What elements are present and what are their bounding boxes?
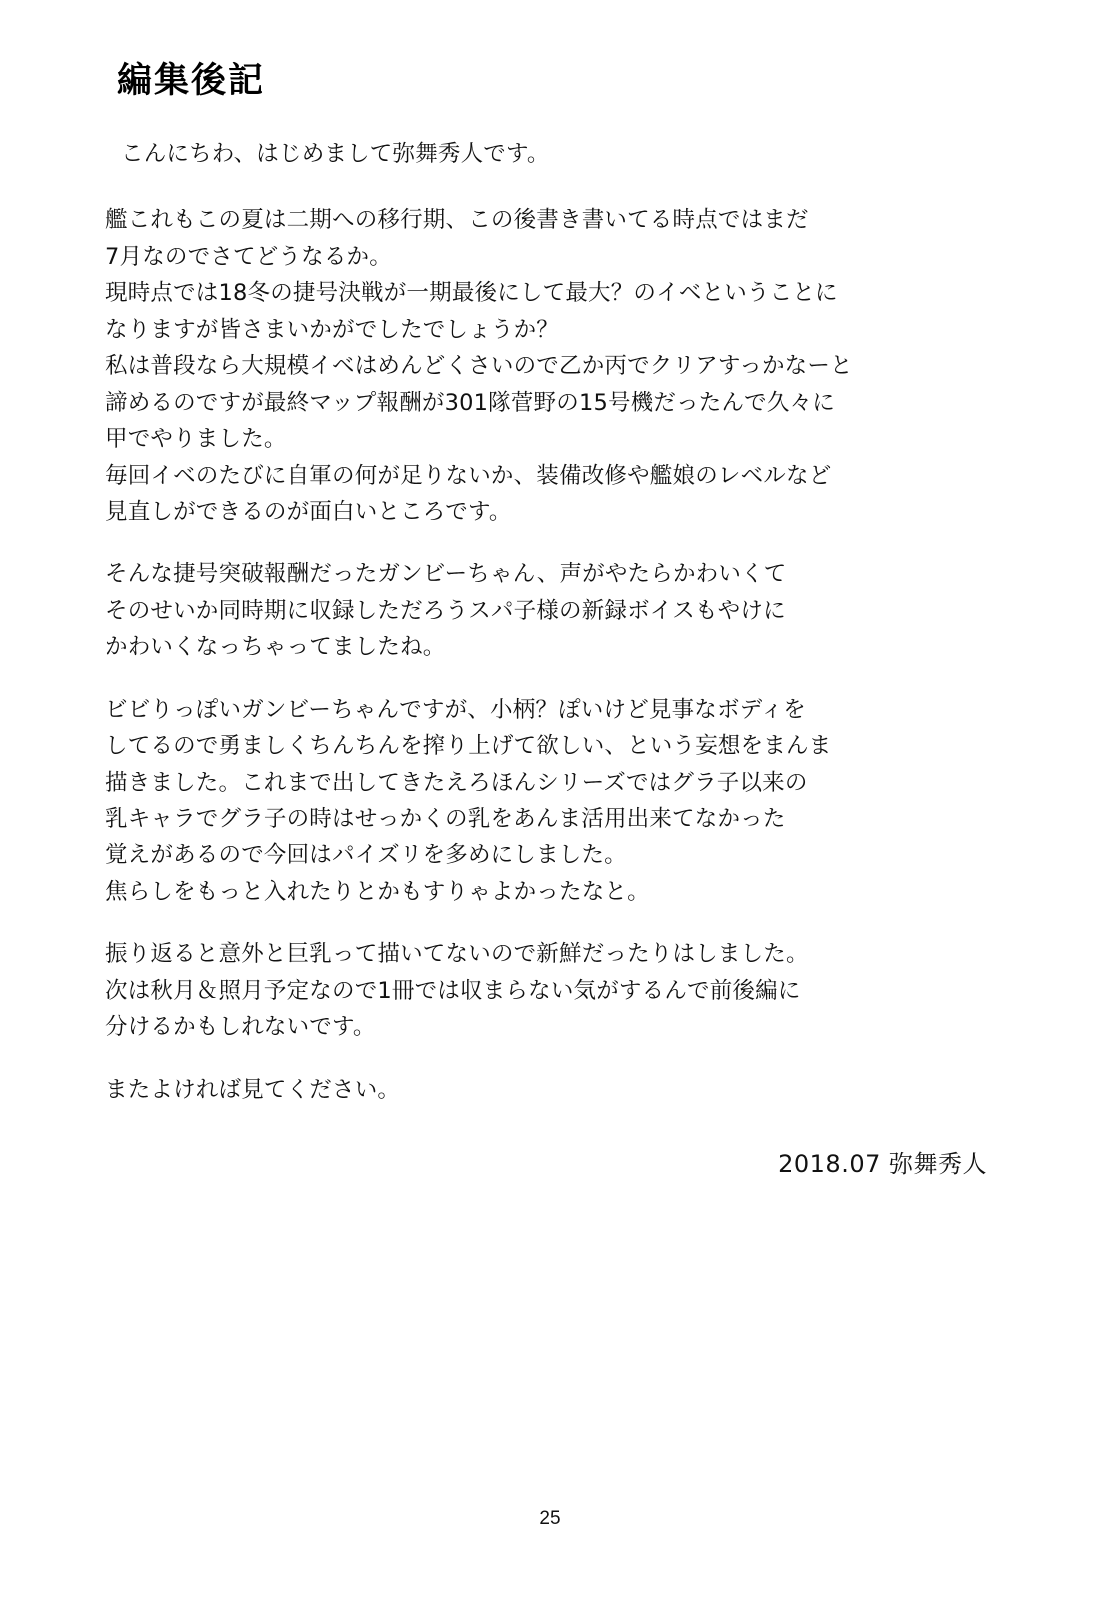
greeting-paragraph: こんにちわ、はじめまして弥舞秀人です。 [121, 141, 550, 167]
text-line: 毎回イベのたびに自軍の何が足りないか、装備改修や艦娘のレベルなど [105, 462, 832, 489]
text-line: そのせいか同時期に収録しただろうスパ子様の新録ボイスもやけに [105, 597, 786, 624]
text-line: 覚えがあるので今回はパイズリを多めにしました。 [105, 842, 627, 869]
text-line: 見直しができるのが面白いところです。 [105, 498, 512, 525]
signature: 2018.07 弥舞秀人 [778, 1150, 987, 1179]
body-paragraph-3 [105, 692, 1005, 911]
text-line: 描きました。これまで出してきたえろほんシリーズではグラ子以来の [105, 769, 808, 796]
body-paragraph-5 [105, 1072, 1005, 1108]
text-line: 現時点では18冬の捷号決戦が一期最後にして最大？のイベということに [105, 280, 838, 307]
text-line: なりますが皆さまいかがでしたでしょうか？ [105, 316, 560, 343]
text-line: 焦らしをもっと入れたりとかもすりゃよかったなと。 [105, 878, 650, 905]
text-line: 振り返ると意外と巨乳って描いてないので新鮮だったりはしました。 [105, 941, 809, 968]
page-title: 編集後記 [117, 61, 266, 101]
body-paragraph-2 [105, 556, 1005, 665]
body-paragraph-1 [105, 202, 1005, 530]
text-line: 私は普段なら大規模イベはめんどくさいので乙か丙でクリアすっかなーと [105, 353, 853, 380]
text-line: 艦これもこの夏は二期への移行期、この後書き書いてる時点ではまだ [105, 207, 809, 234]
text-line: ビビりっぽいガンビーちゃんですが、小柄？ぽいけど見事なボディを [105, 696, 807, 723]
text-line: またよければ見てください。 [105, 1076, 401, 1103]
text-line: 乳キャラでグラ子の時はせっかくの乳をあんま活用出来てなかった [105, 806, 786, 832]
text-line: 7月なのでさてどうなるか。 [105, 243, 392, 270]
body-paragraph-4 [105, 936, 1005, 1045]
text-line: そんな捷号突破報酬だったガンビーちゃん、声がやたらかわいくて [105, 561, 787, 588]
text-line: 分けるかもしれないです。 [105, 1014, 376, 1041]
text-line: してるので勇ましくちんちんを搾り上げて欲しい、という妄想をまんま [105, 733, 832, 760]
text-line: 甲でやりました。 [105, 426, 287, 453]
text-line: かわいくなっちゃってましたね。 [105, 634, 446, 661]
afterword-content [105, 60, 1005, 1179]
text-line: 諦めるのですが最終マップ報酬が301隊菅野の15号機だったんで久々に [105, 389, 835, 416]
text-line: 次は秋月＆照月予定なので1冊では収まらない気がするんで前後編に [105, 977, 801, 1004]
page-number: 25 [539, 1508, 561, 1529]
